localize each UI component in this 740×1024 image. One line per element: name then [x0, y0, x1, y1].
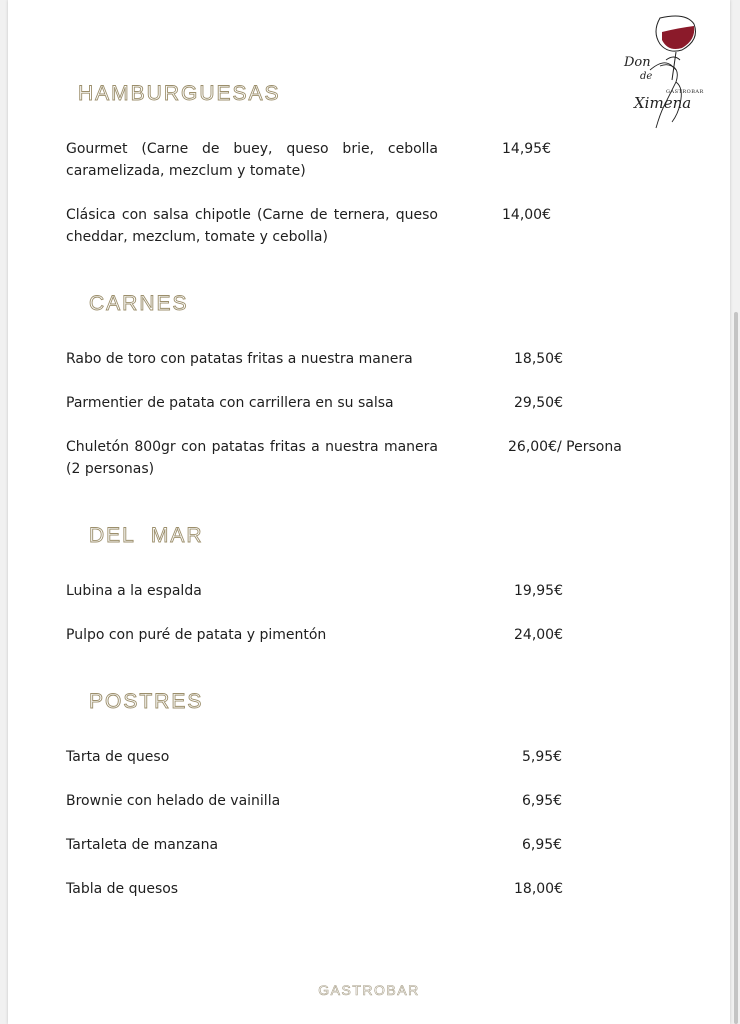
menu-item — [66, 878, 563, 900]
item-price: 26,00€/ Persona — [508, 439, 622, 455]
logo-script-line1: Don — [624, 55, 651, 70]
item-name: Brownie con helado de vainilla — [66, 793, 281, 809]
menu-page — [8, 0, 730, 1024]
item-price: 19,95€ — [514, 583, 563, 599]
logo-small-text: GASTROBAR — [666, 89, 704, 95]
item-name: Chuletón 800gr con patatas fritas a nuestra manera (2 personas) — [66, 439, 438, 477]
menu-item — [66, 746, 563, 768]
item-price: 18,00€ — [514, 881, 563, 897]
item-name: Tabla de quesos — [66, 881, 179, 897]
item-price: 18,50€ — [514, 351, 563, 367]
item-price: 14,00€ — [502, 207, 551, 223]
menu-item — [66, 834, 563, 856]
item-name: Clásica con salsa chipotle (Carne de ternera, queso cheddar, mezclum, tomate y cebolla) — [66, 207, 438, 245]
wine-glass-hand-icon — [620, 10, 710, 140]
item-name: Tarta de queso — [66, 749, 170, 765]
menu-item — [66, 436, 622, 480]
item-price: 14,95€ — [502, 141, 551, 157]
item-name: Lubina a la espalda — [66, 583, 202, 599]
menu-item — [66, 392, 563, 414]
item-price: 29,50€ — [514, 395, 563, 411]
item-name: Tartaleta de manzana — [66, 837, 219, 853]
section-title-postres: POSTRES — [89, 690, 204, 713]
section-title-del-mar: DEL MAR — [89, 524, 204, 547]
section-title-carnes: CARNES — [89, 292, 189, 315]
item-name: Gourmet (Carne de buey, queso brie, cebolla caramelizada, mezclum y tomate) — [66, 141, 438, 179]
menu-item — [66, 790, 563, 812]
item-name: Parmentier de patata con carrillera en su salsa — [66, 395, 394, 411]
item-name: Rabo de toro con patatas fritas a nuestra manera — [66, 351, 413, 367]
menu-item — [66, 348, 563, 370]
logo-script-line2: de — [640, 71, 653, 82]
menu-item — [66, 580, 563, 602]
item-price: 5,95€ — [522, 749, 563, 765]
item-name: Pulpo con puré de patata y pimentón — [66, 627, 327, 643]
item-price: 6,95€ — [522, 837, 563, 853]
item-price: 24,00€ — [514, 627, 563, 643]
section-title-hamburguesas: HAMBURGUESAS — [78, 82, 281, 105]
scrollbar[interactable] — [734, 312, 738, 1024]
menu-item — [66, 624, 563, 646]
logo-script-line3: Ximena — [634, 94, 692, 112]
item-price: 6,95€ — [522, 793, 563, 809]
footer-gastrobar: GASTROBAR — [318, 982, 420, 998]
menu-item — [66, 204, 551, 248]
menu-item — [66, 138, 551, 182]
restaurant-logo — [620, 10, 710, 140]
